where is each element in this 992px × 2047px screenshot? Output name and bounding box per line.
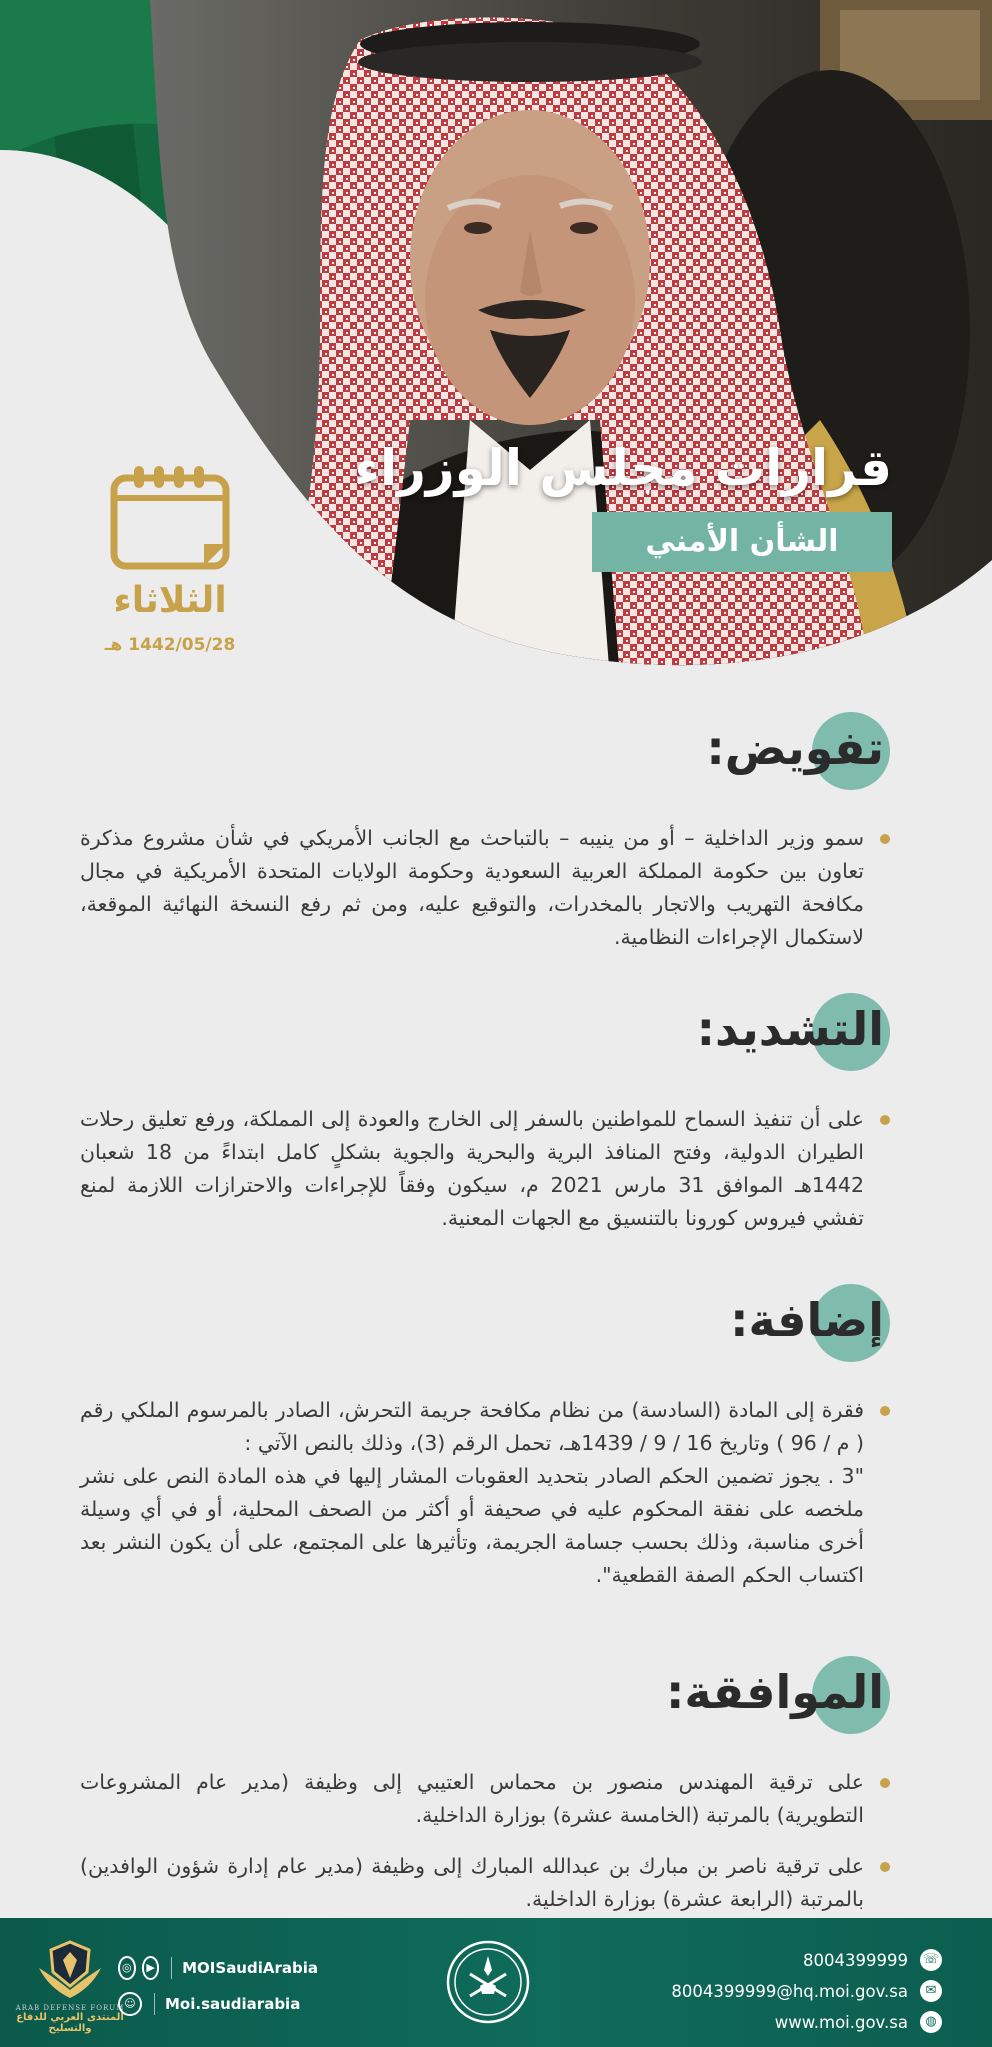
- social-row-2[interactable]: [118, 1988, 318, 2020]
- list-item: [80, 822, 890, 954]
- forum-watermark: [6, 1938, 134, 2043]
- section-title: تفويض:: [706, 721, 884, 775]
- section-tafweed: [80, 712, 890, 954]
- phone-row[interactable]: [622, 1946, 942, 1974]
- section-title: إضافة:: [730, 1293, 884, 1347]
- bullet-icon: [880, 834, 890, 844]
- bullet-icon: [880, 1406, 890, 1416]
- section-header: [80, 1656, 890, 1736]
- section-header: [80, 1284, 890, 1364]
- quoted-text: "3 . يجوز تضمين الحكم الصادر بتحديد العقوبات المشار إليها في هذه المادة النص على نشر ملخصه على نفقة المحكوم عليه في صحيفة أو أكثر من الصحف المحلية، أو في أي وسيلة أخرى مناسبة، وذلك بحسب جسامة الجريمة، وتأثيرها على المجتمع، على أن يكون النشر بعد اكتساب الحكم الصفة القطعية".: [80, 1464, 864, 1587]
- divider: [154, 1993, 155, 2015]
- email-row[interactable]: [622, 1977, 942, 2005]
- footer: [0, 1918, 992, 2047]
- email-icon: ✉: [920, 1980, 942, 2002]
- section-header: [80, 712, 890, 792]
- list-item: [80, 1103, 890, 1235]
- section-title: الموافقة:: [665, 1665, 884, 1719]
- list-item-text: فقرة إلى المادة (السادسة) من نظام مكافحة جريمة التحرش، الصادر بالمرسوم الملكي رقم ( م / 96 ) وتاريخ 16 / 9 / 1439هـ، تحمل الرقم (3)، وذلك بالنص الآتي :: [80, 1398, 864, 1455]
- page-title: قرارات مجلس الوزراء: [354, 439, 892, 497]
- section-header: [80, 993, 890, 1073]
- instagram-icon[interactable]: ◎: [118, 1956, 136, 1980]
- divider: [171, 1957, 172, 1979]
- list-item-text: سمو وزير الداخلية – أو من ينيبه – بالتباحث مع الجانب الأمريكي في شأن مشروع مذكرة تعاون بين حكومة المملكة العربية السعودية وحكومة الولايات المتحدة الأمريكية في مجال مكافحة التهريب والاتجار بالمخدرات، والتوقيع عليه، ومن ثم رفع النسخة النهائية الموقعة، لاستكمال الإجراءات النظامية.: [80, 826, 864, 949]
- section-idafa: [80, 1284, 890, 1592]
- contact-info: [622, 1946, 942, 2039]
- bullet-list: [80, 1766, 890, 1916]
- phone-icon: ☏: [920, 1949, 942, 1971]
- bullet-list: [80, 1103, 890, 1235]
- bullet-icon: [880, 1862, 890, 1872]
- list-item: [80, 1850, 890, 1916]
- list-item: [80, 1394, 890, 1460]
- social-links: [118, 1952, 318, 2024]
- bullet-list: [80, 822, 890, 954]
- list-item-text: على ترقية المهندس منصور بن محماس العتيبي إلى وظيفة (مدير عام المشروعات التطويرية) بالمرتبة (الخامسة عشرة) بوزارة الداخلية.: [80, 1770, 864, 1827]
- phone-number[interactable]: 8004399999: [803, 1950, 908, 1970]
- youtube-icon[interactable]: ▶: [142, 1956, 160, 1980]
- social-handle-1[interactable]: MOISaudiArabia: [182, 1959, 318, 1977]
- snapchat-icon[interactable]: ☺: [118, 1992, 142, 2016]
- social-handle-2[interactable]: Moi.saudiarabia: [165, 1995, 301, 2013]
- title-block: [292, 438, 892, 572]
- forum-name-en: ARAB DEFENSE FORUM: [15, 2004, 125, 2012]
- website-row[interactable]: [622, 2008, 942, 2036]
- section-muwafaqa: [80, 1656, 890, 1916]
- website-link[interactable]: www.moi.gov.sa: [774, 2012, 908, 2032]
- forum-name-ar: المنتدى العربي للدفاع والتسليح: [16, 2012, 124, 2034]
- calendar-icon: [108, 462, 232, 572]
- section-title: التشديد:: [696, 1002, 884, 1056]
- list-item: [80, 1766, 890, 1832]
- date-block: [100, 462, 240, 655]
- subtitle-badge: الشأن الأمني: [592, 512, 892, 572]
- section-tashdeed: [80, 993, 890, 1235]
- social-row-1[interactable]: [118, 1952, 318, 1984]
- list-item-text: على أن تنفيذ السماح للمواطنين بالسفر إلى الخارج والعودة إلى المملكة، ورفع تعليق رحلات الطيران الدولية، وفتح المنافذ البرية والبحرية والجوية بشكلٍ كامل ابتداءً من 18 شعبان 1442هـ الموافق 31 مارس 2021 م، سيكون وفقاً للإجراءات والاحترازات اللازمة لمنع تفشي فيروس كورونا بالتنسيق مع الجهات المعنية.: [80, 1107, 864, 1230]
- day-label: الثلاثاء: [113, 580, 227, 621]
- hijri-date: 1442/05/28 هـ: [104, 635, 236, 655]
- email-address[interactable]: 8004399999@hq.moi.gov.sa: [671, 1981, 908, 2001]
- moi-emblem-icon: [446, 1940, 530, 2024]
- bullet-icon: [880, 1778, 890, 1788]
- bullet-list: [80, 1394, 890, 1460]
- bullet-icon: [880, 1115, 890, 1125]
- globe-icon: ◍: [920, 2011, 942, 2033]
- hero-banner: [0, 0, 992, 680]
- forum-logo-icon: [35, 1938, 105, 2000]
- list-item-text: على ترقية ناصر بن مبارك بن عبدالله المبارك إلى وظيفة (مدير عام إدارة شؤون الوافدين) بالمرتبة (الرابعة عشرة) بوزارة الداخلية.: [80, 1854, 864, 1911]
